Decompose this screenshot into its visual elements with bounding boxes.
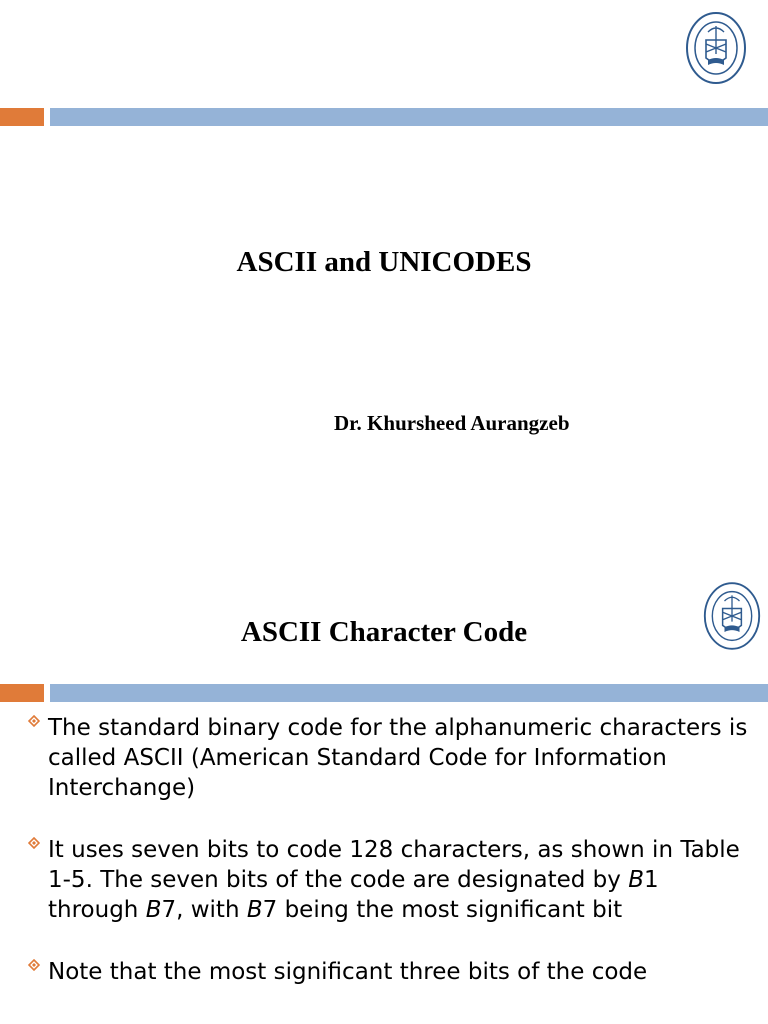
header-accent-bar [0, 684, 768, 702]
list-item [28, 713, 748, 803]
bullet-text: Note that the most significant three bits of the code [48, 959, 648, 985]
university-seal-logo [684, 10, 748, 86]
accent-blue-band [50, 108, 768, 126]
accent-blue-band [50, 684, 768, 702]
content-slide [0, 576, 768, 1024]
author-name: Dr. Khursheed Aurangzeb [334, 411, 570, 435]
diamond-bullet-icon [28, 837, 40, 849]
bullet-list [28, 713, 748, 1019]
list-item [28, 835, 748, 925]
diamond-bullet-icon [28, 959, 40, 971]
accent-orange-block [0, 684, 44, 702]
bullet-text: It uses seven bits to code 128 characters, as shown in Table 1-5. The seven bits of the code are designated by B1 through B7, with B7 being the most significant bit [48, 837, 740, 923]
accent-orange-block [0, 108, 44, 126]
slide-title: ASCII and UNICODES [236, 246, 532, 278]
diamond-bullet-icon [28, 715, 40, 727]
bullet-text: The standard binary code for the alphanumeric characters is called ASCII (American Standard Code for Information Interchange) [48, 715, 748, 801]
slide-title: ASCII Character Code [240, 616, 528, 648]
list-item [28, 957, 748, 987]
header-accent-bar [0, 108, 768, 126]
